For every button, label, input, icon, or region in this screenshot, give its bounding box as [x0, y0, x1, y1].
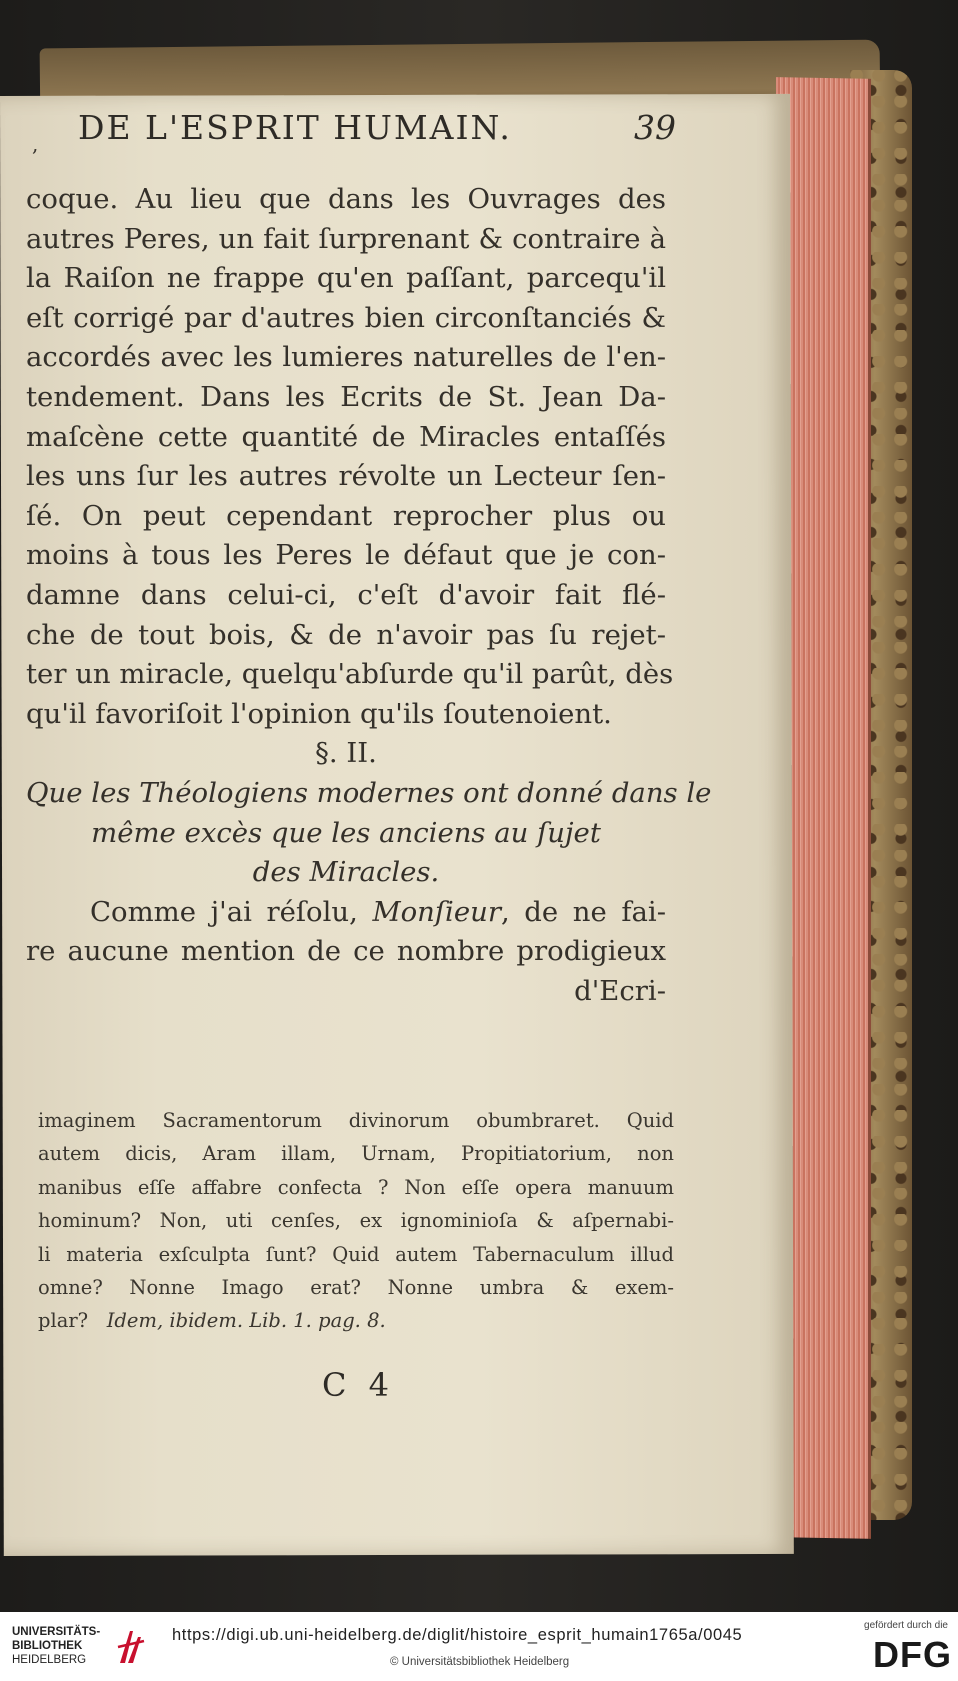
text-fragment: , de ne fai-: [500, 895, 666, 928]
text-line: tendement. Dans les Ecrits de St. Jean Da-: [26, 380, 666, 413]
running-title: DE L'ESPRIT HUMAIN.: [78, 108, 512, 147]
footnote: [38, 1104, 674, 1338]
catchword: d'Ecri-: [574, 974, 666, 1007]
library-name: [12, 1625, 100, 1667]
page-number: 39: [634, 108, 676, 147]
section-title-line: Que les Théologiens modernes ont donné dans le: [26, 776, 712, 809]
running-header: [32, 108, 676, 168]
text-fragment: Comme j'ai réſolu,: [90, 895, 358, 928]
text-line: ter un miracle, quelqu'abſurde qu'il parût, dès: [26, 658, 674, 691]
addressee: Monſieur: [372, 895, 501, 928]
dfg-wordmark: DFG: [873, 1634, 952, 1675]
library-name-line: BIBLIOTHEK: [12, 1640, 83, 1652]
section-title-line: des Miracles.: [252, 856, 440, 889]
text-line: ſé. On peut cependant reprocher plus ou: [26, 499, 666, 532]
text-line: maſcène cette quantité de Miracles entaſſés: [26, 420, 666, 453]
footnote-line: omne? Nonne Imago erat? Nonne umbra & exem-: [38, 1275, 674, 1299]
library-logo[interactable]: [12, 1625, 152, 1671]
section-title-line: même excès que les anciens au ſujet: [91, 816, 601, 849]
dfg-caption: gefördert durch die: [864, 1620, 948, 1631]
signature-mark: C 4: [322, 1366, 396, 1404]
footnote-line: hominum? Non, uti cenſes, ex ignominioſa & aſpernabi-: [38, 1209, 674, 1233]
text-line: autres Peres, un fait ſurprenant & contraire à: [26, 222, 666, 255]
text-line: accordés avec les lumieres naturelles de l'en-: [26, 341, 666, 374]
footnote-citation: Idem, ibidem. Lib. 1. pag. 8.: [106, 1309, 386, 1333]
footnote-text: plar?: [38, 1309, 89, 1333]
text-line: les uns ſur les autres révolte un Lecteur ſen-: [26, 460, 666, 493]
document-url[interactable]: https://digi.ub.uni-heidelberg.de/diglit/histoire_esprit_humain1765a/0045: [172, 1626, 743, 1644]
text-line: coque. Au lieu que dans les Ouvrages des: [26, 183, 666, 215]
footnote-line: manibus eſſe affabre confecta ? Non eſſe opera manuum: [38, 1175, 674, 1199]
text-line: qu'il favoriſoit l'opinion qu'ils ſoutenoient.: [26, 697, 612, 730]
header-mark: ,: [32, 132, 39, 156]
footnote-line: imaginem Sacramentorum divinorum obumbraret. Quid: [38, 1109, 674, 1132]
footnote-line: li materia exſculpta ſunt? Quid autem Tabernaculum illud: [38, 1242, 674, 1266]
main-text: [26, 180, 712, 1011]
viewer-footer: [0, 1612, 958, 1681]
text-line: la Raiſon ne frappe qu'en paſſant, parcequ'il: [26, 262, 666, 295]
section-number: §. II.: [315, 737, 377, 770]
footnote-line: [38, 1304, 674, 1337]
footnote-line: autem dicis, Aram illam, Urnam, Propitiatorium, non: [38, 1142, 674, 1166]
text-line: moins à tous les Peres le défaut que je con-: [26, 539, 666, 572]
text-line: eſt corrigé par d'autres bien circonſtanciés &: [26, 301, 666, 334]
copyright-notice: © Universitätsbibliothek Heidelberg: [390, 1656, 570, 1668]
dfg-logo[interactable]: [848, 1620, 952, 1676]
text-line: damne dans celui-ci, c'eſt d'avoir fait flé-: [26, 578, 666, 611]
library-name-line: HEIDELBERG: [12, 1654, 87, 1666]
text-line: che de tout bois, & de n'avoir pas ſu rejet-: [26, 618, 666, 651]
library-emblem-icon: [116, 1627, 146, 1667]
library-name-line: UNIVERSITÄTS-: [12, 1626, 101, 1638]
text-line: [26, 893, 666, 933]
text-line: re aucune mention de ce nombre prodigieux: [26, 935, 666, 968]
